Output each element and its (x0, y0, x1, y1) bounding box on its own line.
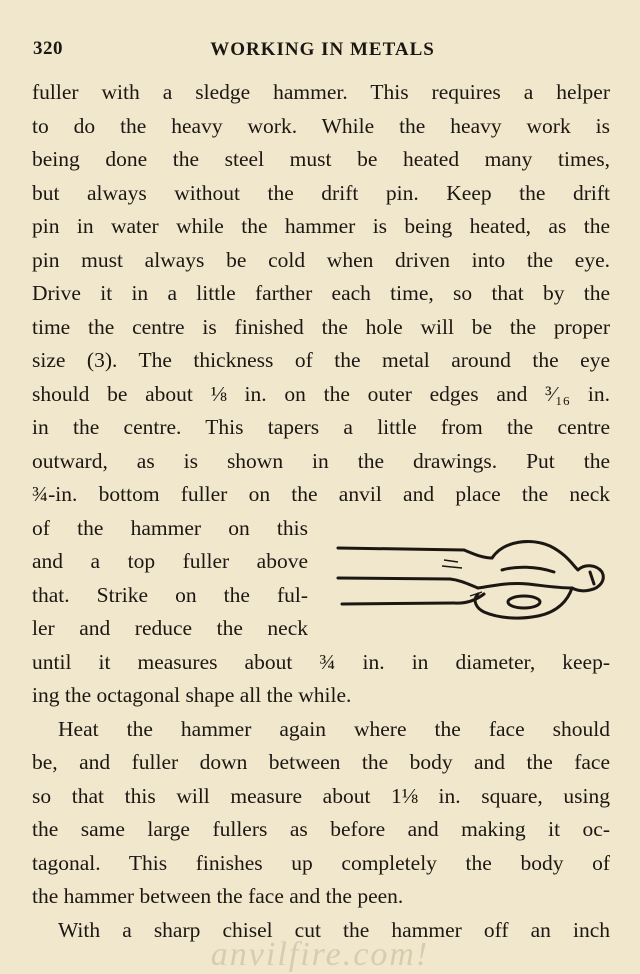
text-line: being done the steel must be heated many times, (32, 147, 610, 171)
text-line: until it measures about ¾ in. in diameter, keep- (32, 649, 610, 674)
text-line: time the centre is finished the hole will be the proper (32, 314, 610, 339)
text-line: ler and reduce the neck (32, 616, 308, 640)
text-line: be, and fuller down between the body and the face (32, 750, 610, 774)
text-line: ing the octagonal shape all the while. (32, 683, 352, 707)
text-line: should be about ⅛ in. on the outer edges and ³⁄₁₆ in. (32, 381, 610, 406)
text-line: so that this will measure about 1⅛ in. square, using (32, 783, 610, 808)
text-line: fuller with a sledge hammer. This requires a helper (32, 80, 610, 104)
text-line: in the centre. This tapers a little from the centre (32, 415, 610, 439)
text-line: of the hammer on this (32, 515, 308, 540)
page-header (33, 38, 612, 66)
text-line: the same large fullers as before and making it oc- (32, 817, 610, 841)
text-line: outward, as is shown in the drawings. Put the (32, 448, 610, 473)
text-line: With a sharp chisel cut the hammer off an inch (58, 917, 610, 942)
running-title: WORKING IN METALS (210, 39, 435, 60)
text-line: the hammer between the face and the peen. (32, 884, 404, 908)
hammer-illustration (332, 528, 610, 634)
text-line: that. Strike on the ful- (32, 582, 308, 607)
text-line: size (3). The thickness of the metal around the eye (32, 348, 610, 372)
text-line: Heat the hammer again where the face should (58, 716, 610, 741)
text-line: ¾-in. bottom fuller on the anvil and place the neck (32, 482, 610, 506)
page-number: 320 (33, 38, 63, 59)
text-line: but always without the drift pin. Keep the drift (32, 180, 610, 205)
text-line: and a top fuller above (32, 549, 308, 573)
text-line: pin must always be cold when driven into the eye. (32, 247, 610, 272)
text-line: pin in water while the hammer is being heated, as the (32, 214, 610, 238)
text-line: Drive it in a little farther each time, so that by the (32, 281, 610, 305)
text-line: to do the heavy work. While the heavy work is (32, 113, 610, 138)
watermark: anvilfire.com! (210, 936, 430, 973)
text-line: tagonal. This finishes up completely the body of (32, 850, 610, 875)
